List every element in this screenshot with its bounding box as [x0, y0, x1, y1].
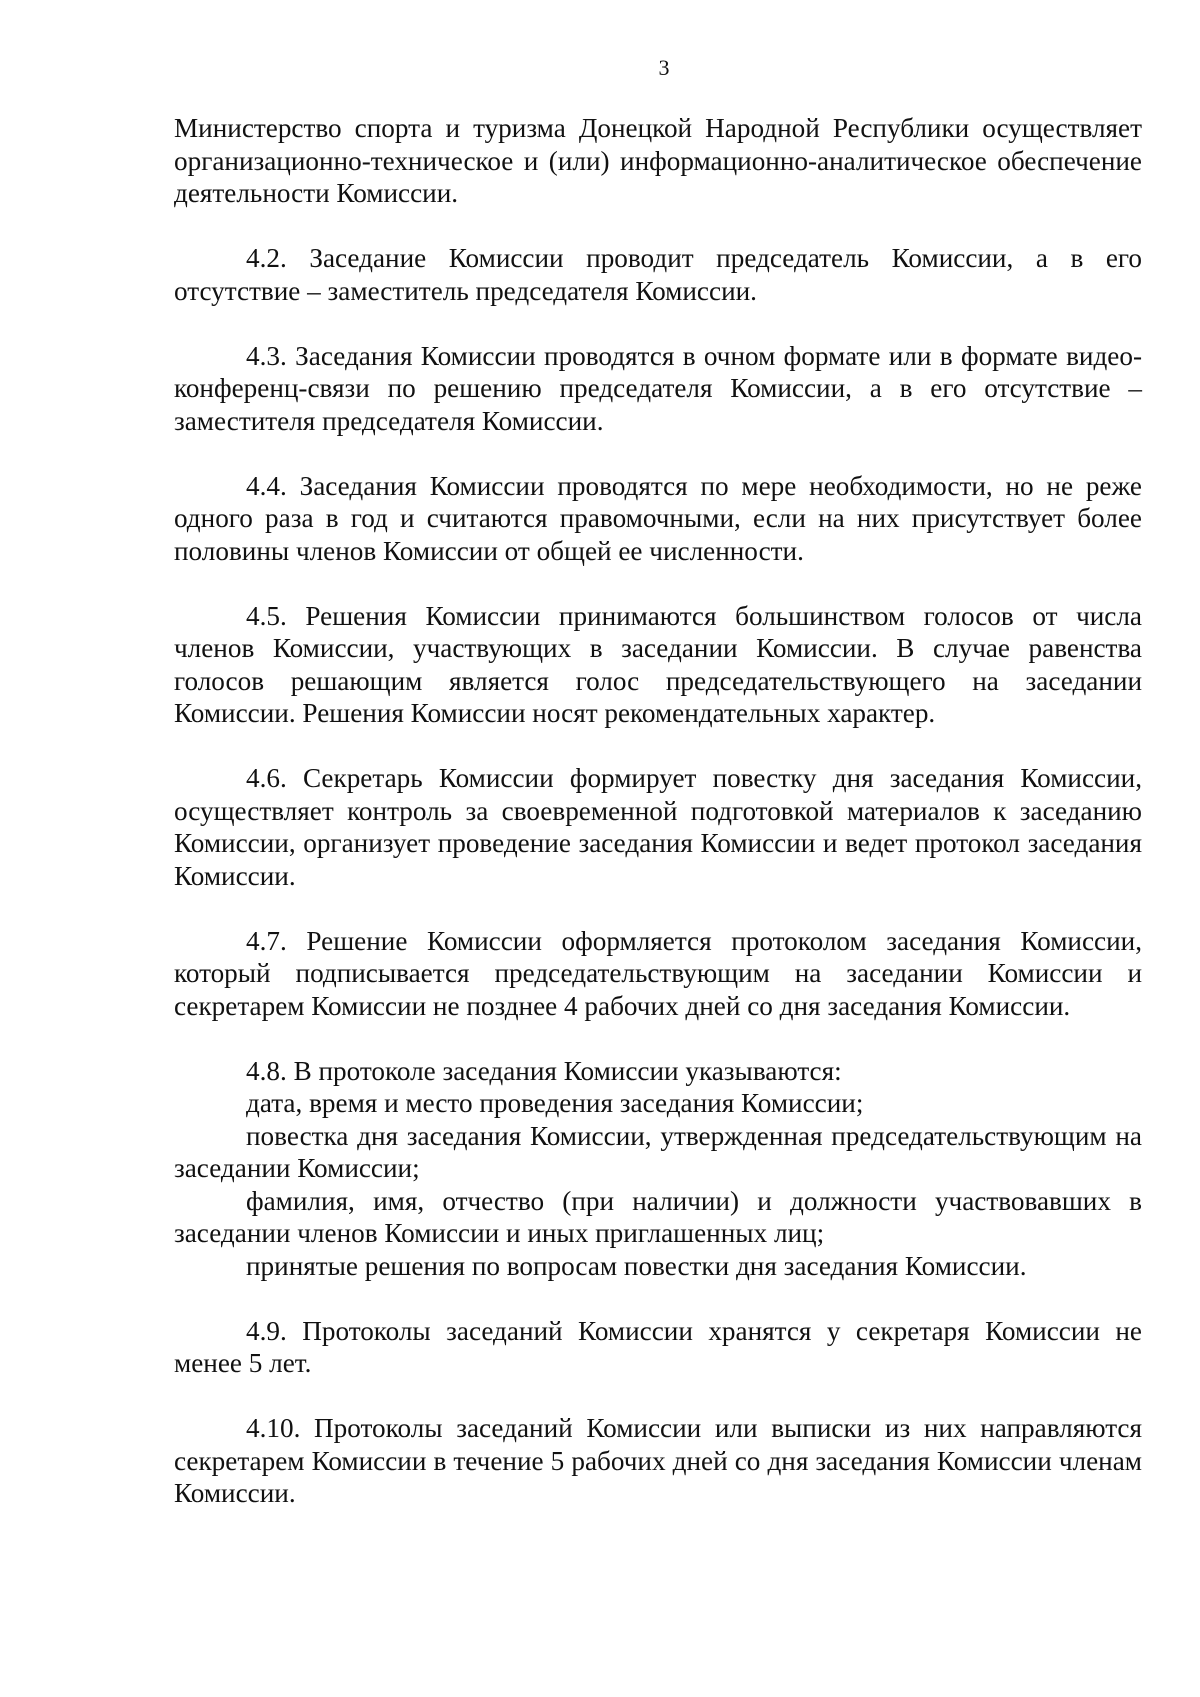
- page-number: 3: [658, 55, 670, 80]
- paragraph-4-4: 4.4. Заседания Комиссии проводятся по мере необходимости, но не реже одного раза в год и считаются правомочными, если на них присутствует более половины членов Комиссии от общей ее численности.: [174, 470, 1142, 566]
- document-body: [174, 112, 1142, 1510]
- list-item: дата, время и место проведения заседания Комиссии;: [246, 1088, 864, 1118]
- list-item: фамилия, имя, отчество (при наличии) и должности участвовавших в заседании членов Комиссии и иных приглашенных лиц;: [174, 1185, 1142, 1248]
- paragraph-4-10: 4.10. Протоколы заседаний Комиссии или выписки из них направляются секретарем Комиссии в течение 5 рабочих дней со дня заседания Комиссии членам Комиссии.: [174, 1413, 1142, 1508]
- paragraph-4-7: 4.7. Решение Комиссии оформляется протоколом заседания Комиссии, который подписывается председательствующим на заседании Комиссии и секретарем Комиссии не позднее 4 рабочих дней со дня заседания Комиссии.: [174, 925, 1142, 1021]
- paragraph-4-2: 4.2. Заседание Комиссии проводит председатель Комиссии, а в его отсутствие – заместитель председателя Комиссии.: [174, 243, 1142, 306]
- paragraph-4-5: 4.5. Решения Комиссии принимаются большинством голосов от числа членов Комиссии, участвующих в заседании Комиссии. В случае равенства голосов решающим является голос председательствующего на заседании Комиссии. Решения Комиссии носят рекомендательных характер.: [174, 600, 1142, 728]
- paragraph-4-9: 4.9. Протоколы заседаний Комиссии хранятся у секретаря Комиссии не менее 5 лет.: [174, 1315, 1142, 1378]
- list-item: принятые решения по вопросам повестки дня заседания Комиссии.: [246, 1250, 1027, 1281]
- paragraph-intro: Министерство спорта и туризма Донецкой Народной Республики осуществляет организационно-техническое и (или) информационно-аналитическое обеспечение деятельности Комиссии.: [174, 113, 1142, 208]
- paragraph-4-6: 4.6. Секретарь Комиссии формирует повестку дня заседания Комиссии, осуществляет контроль за своевременной подготовкой материалов к заседанию Комиссии, организует проведение заседания Комиссии и ведет протокол заседания Комиссии.: [174, 763, 1142, 891]
- list-item: повестка дня заседания Комиссии, утвержденная председательствующим на заседании Комиссии;: [174, 1120, 1142, 1183]
- paragraph-4-8: 4.8. В протоколе заседания Комиссии указываются:: [246, 1055, 842, 1086]
- paragraph-4-3: 4.3. Заседания Комиссии проводятся в очном формате или в формате видео-конференц-связи по решению председателя Комиссии, а в его отсутствие – заместителя председателя Комиссии.: [174, 340, 1142, 436]
